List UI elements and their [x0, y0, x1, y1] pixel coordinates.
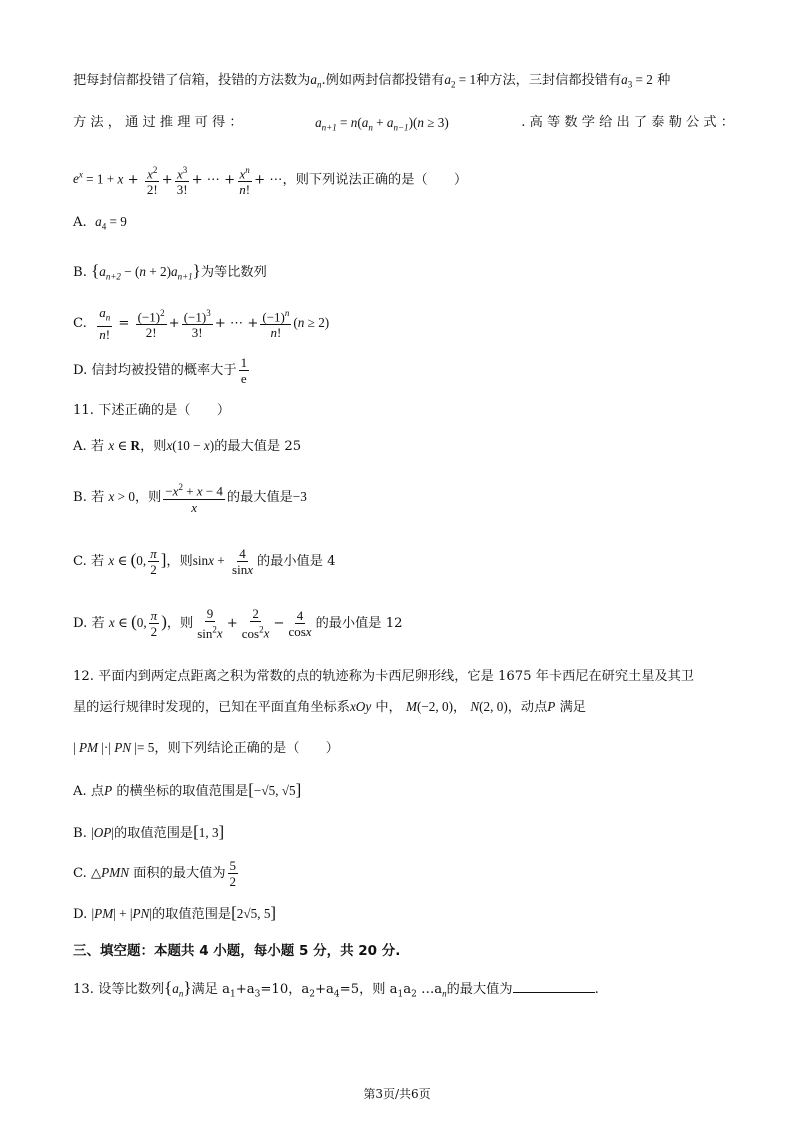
q12-option-d: D. |PM| + |PN|的取值范围是[2√5, 5] [73, 903, 277, 922]
q10-option-d: D. 信封均被投错的概率大于 $\frac{1}{e}$ [73, 355, 248, 386]
intro-text: . 高 等 数 学 给 出 了 泰 勒 公 式 ： [521, 115, 734, 130]
q12-stem-line-3: | PM |·| PN |= 5，则下列结论正确的是（ ） [73, 740, 339, 756]
q10-option-c: C. $\frac{a_n}{n!}$ = $\frac{(-1)^2}{2!}$ + $\frac{(-1)^3}{3!}$ + ⋯ + $\frac{(-1)^n}{n!}$ (n ≥ 2) [73, 305, 330, 342]
q12-stem-line-2: 星的运行规律时发现的，已知在平面直角坐标系xOy 中， M(−2, 0)， N(2, 0)，动点P 满足 [73, 699, 586, 715]
q11-option-b: B. 若 x > 0，则 $\frac{-x^2 + x - 4}{x}$ 的最大值是−3 [73, 482, 307, 515]
intro-line-2 [73, 113, 734, 138]
intro-text: .例如两封信都投错有 [321, 73, 445, 88]
intro-text: 种 [657, 73, 671, 88]
section-heading: 三、填空题：本题共 4 小题，每小题 5 分，共 20 分. [73, 943, 401, 959]
q11-option-c: C. 若 x ∈ (0, $\frac{\pi}{2}$ ]，则sinx + $\frac{4}{\sin x}$ 的最小值是 4 [73, 546, 336, 578]
intro-line-1: 把每封信都投错了信箱，投错的方法数为$a_n$.例如两封信都投错有$a_2 = 1$种方法，三封信都投错有$a_3 = 2$ 种 [73, 72, 671, 90]
intro-text: 把每封信都投错了信箱，投错的方法数为 [73, 73, 311, 88]
q12-option-a: A. 点P 的横坐标的取值范围是[−√5, √5] [73, 780, 302, 799]
q10-option-b: B. $\{a_{n+2} - (n + 2)a_{n+1}\}$为等比数列 [73, 261, 267, 282]
q11-option-d: D. 若 x ∈ (0, $\frac{\pi}{2}$ )，则 $\frac{9}{\sin^2x}$ + $\frac{2}{\cos^2x}$ − $\frac{4}{\cos x}$ 的最小值是 12 [73, 606, 403, 641]
recurrence-formula: $a_{n+1} = n(a_n + a_{n-1})(n \ge 3)$ [315, 115, 449, 133]
q12-option-c: C. △PMN 面积的最大值为 $\frac{5}{2}$ [73, 858, 237, 889]
intro-text: ，则下列说法正确的是（ ） [282, 172, 468, 188]
q12-stem-line-1: 12. 平面内到两定点距离之积为常数的点的轨迹称为卡西尼卵形线，它是 1675 年卡西尼在研究土星及其卫 [73, 669, 694, 684]
intro-text: 种方法，三封信都投错有 [476, 73, 622, 88]
q12-option-b: B. |OP|的取值范围是[1, 3] [73, 822, 225, 841]
q11-stem: 11. 下述正确的是（ ） [73, 403, 231, 418]
taylor-formula: $e^x = 1 + x$ + $\frac{x^2}{2!}$ + $\frac{x^3}{3!}$ + ⋯ + $\frac{x^n}{n!}$ + ⋯，则下列说法正确的是（ ） [73, 164, 468, 198]
q11-option-a: A. 若 x ∈ R，则x(10 − x)的最大值是 25 [73, 438, 302, 454]
q10-option-a: A. $a_4 = 9$ [73, 214, 127, 232]
q13-stem: 13. 设等比数列$\{a_n\}$满足 $a_1+a_3=10$，$a_2+a_4=5$，则 $a_1a_2$ $\dots a_n$的最大值为 . [73, 978, 599, 1000]
page-footer: 第3页/共6页 [363, 1087, 431, 1101]
answer-blank[interactable] [513, 978, 595, 993]
intro-text: 方 法 ， 通 过 推 理 可 得 ： [73, 115, 243, 130]
